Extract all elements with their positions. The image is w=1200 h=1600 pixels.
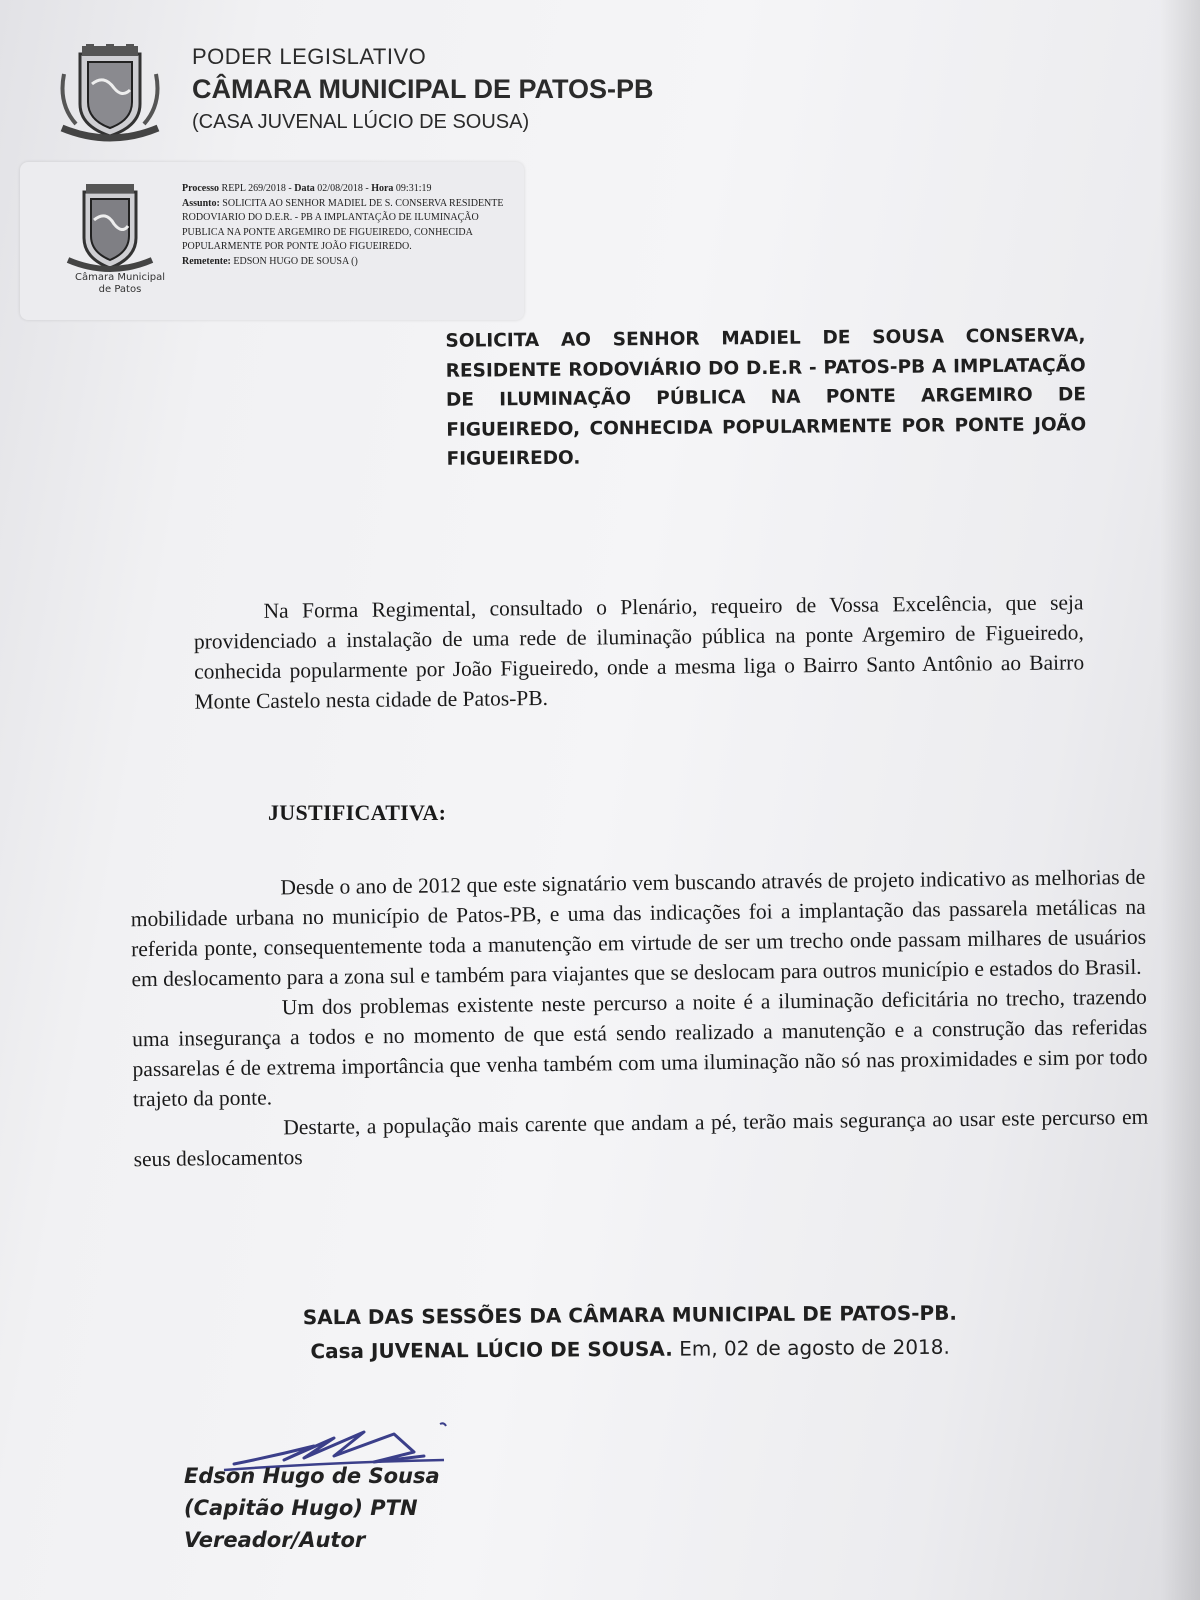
justification-paragraph: Destarte, a população mais carente que andam a pé, terão mais segurança ao usar este percurso em seus deslocamentos (133, 1104, 1149, 1172)
signature-block (184, 1460, 440, 1556)
stamp-processo-label: Processo (182, 183, 220, 194)
paper-edge-shadow (1160, 0, 1200, 1600)
letterhead (192, 44, 654, 134)
stamp-processo-line: Processo REPL 269/2018 - Data 02/08/2018 - Hora 09:31:19 (182, 183, 432, 194)
stamp-remetente-value: EDSON HUGO DE SOUSA () (233, 255, 358, 267)
signatory-role: Vereador/Autor (184, 1528, 366, 1552)
stamp-remetente-line (182, 255, 512, 270)
protocol-stamp (20, 162, 524, 320)
stamp-assunto-label: Assunto: (182, 197, 220, 209)
request-paragraph: Na Forma Regimental, consultado o Plenário, requeiro de Vossa Excelência, que seja providenciado a instalação de uma rede de iluminação pública na ponte Argemiro de Figueiredo, conhecida popularmente por João Figueiredo, onde a mesma liga o Bairro Santo Antônio ao Bairro Monte Castelo nesta cidade de Patos-PB. (193, 590, 1085, 714)
stamp-data-value: 02/08/2018 (317, 183, 363, 194)
stamp-hora-label: Hora (371, 183, 394, 194)
stamp-assunto-line (182, 197, 512, 255)
stamp-hora-value: 09:31:19 (395, 183, 432, 194)
subject-heading: SOLICITA AO SENHOR MADIEL DE SOUSA CONSERVA, RESIDENTE RODOVIÁRIO DO D.E.R - PATOS-PB A IMPLATAÇÃO DE ILUMINAÇÃO PÚBLICA NA PONTE ARGEMIRO DE FIGUEIREDO, CONHECIDA POPULARMENTE POR PONTE JOÃO FIGUEIREDO. (445, 325, 1087, 470)
stamp-data-label: Data (294, 183, 315, 194)
letterhead-subtitle: (CASA JUVENAL LÚCIO DE SOUSA) (192, 111, 530, 133)
signatory-name: Edson Hugo de Sousa (184, 1464, 440, 1488)
stamp-institution-line-2: de Patos (98, 284, 142, 295)
signatory-nickname: (Capitão Hugo) PTN (184, 1496, 418, 1520)
justification-body (130, 862, 1149, 1174)
justification-paragraph: Um dos problemas existente neste percurso a noite é a iluminação deficitária no trecho, trazendo uma insegurança a todos e no momento de que está sendo realizado a manutenção e a construção das referidas passarelas é de extrema importância que venha também com uma iluminação não só nas proximidades e sim por todo trajeto da ponte. (132, 984, 1148, 1112)
justification-title: JUSTIFICATIVA: (268, 800, 447, 825)
municipal-crest-icon (58, 44, 162, 144)
closing-line-1: SALA DAS SESSÕES DA CÂMARA MUNICIPAL DE PATOS-PB. (302, 1300, 958, 1330)
closing-block (270, 1295, 990, 1368)
closing-house-name: Casa JUVENAL LÚCIO DE SOUSA. (310, 1336, 673, 1364)
stamp-institution-line-1: Câmara Municipal (74, 272, 165, 283)
stamp-assunto-value: SOLICITA AO SENHOR MADIEL DE S. CONSERVA RESIDENTE RODOVIARIO DO D.E.R. - PB A IMPLANTAÇÃO DE ILUMINAÇÃO PUBLICA NA PONTE ARGEMIRO DE FIGUEIREDO, CONHECIDA POPULARMENTE POR PONTE JOÃO FIGUEIREDO. (182, 197, 504, 252)
closing-date: Em, 02 de agosto de 2018. (672, 1334, 950, 1361)
letterhead-title: CÂMARA MUNICIPAL DE PATOS-PB (192, 74, 654, 104)
stamp-remetente-label: Remetente: (182, 255, 231, 267)
stamp-processo-value: REPL 269/2018 (221, 183, 286, 194)
stamp-institution (70, 272, 170, 296)
stamp-details (182, 182, 512, 269)
letterhead-line-1: PODER LEGISLATIVO (192, 44, 427, 69)
stamp-crest-icon (64, 180, 156, 280)
closing-line-2 (270, 1329, 990, 1368)
justification-paragraph: Desde o ano de 2012 que este signatário vem buscando através de projeto indicativo as melhorias de mobilidade urbana no município de Patos-PB, e uma das indicações foi a implantação das passarela metálicas na referida ponte, consequentemente toda a manutenção em virtude de ser um trecho onde passam milhares de usuários em deslocamento para a zona sul e também para viajantes que se deslocam para outros município e estados do Brasil. (130, 864, 1147, 992)
